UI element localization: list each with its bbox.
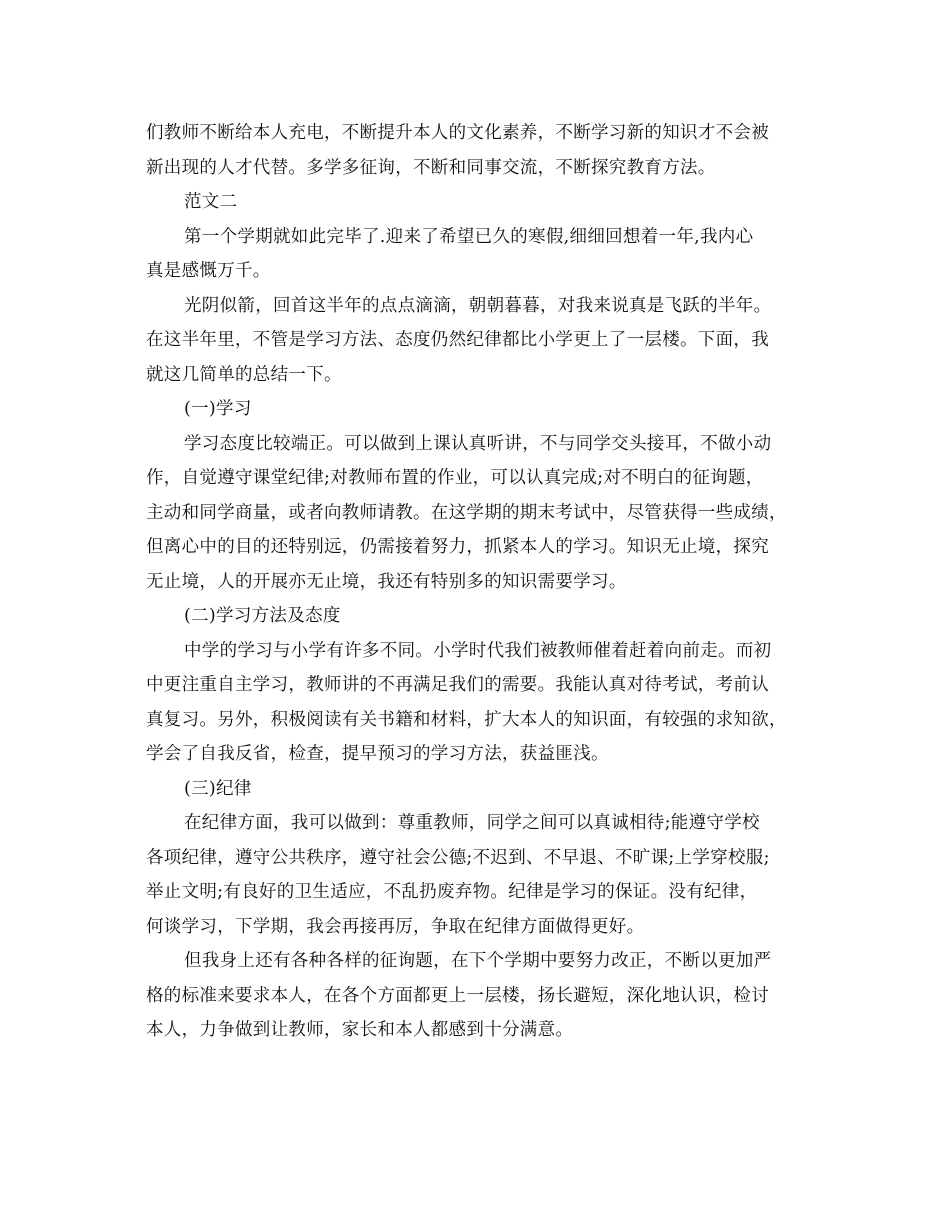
text-line: 各项纪律，遵守公共秩序，遵守社会公德;不迟到、不早退、不旷课;上学穿校服; <box>146 847 770 868</box>
text-line: 无止境，人的开展亦无止境，我还有特别多的知识需要学习。 <box>146 571 627 592</box>
text-line: 真复习。另外，积极阅读有关书籍和材料，扩大本人的知识面，有较强的求知欲， <box>146 709 787 730</box>
text-line: 学会了自我反省，检查，提早预习的学习方法，获益匪浅。 <box>146 744 609 764</box>
text-line: 真是感慨万千。 <box>146 261 271 281</box>
text-line: 在纪律方面，我可以做到：尊重教师，同学之间可以真诚相待;能遵守学校 <box>184 813 760 833</box>
text-line: 主动和同学商量，或者向教师请教。在这学期的期末考试中，尽管获得一些成绩， <box>146 502 787 523</box>
section-heading: (一)学习 <box>184 399 252 419</box>
text-line: 就这几简单的总结一下。 <box>146 364 342 385</box>
section-heading: 范文二 <box>184 192 238 212</box>
document-body <box>146 116 810 1048</box>
text-line: 举止文明;有良好的卫生适应，不乱扔废弃物。纪律是学习的保证。没有纪律， <box>146 882 758 902</box>
text-line: 作，自觉遵守课堂纪律;对教师布置的作业，可以认真完成;对不明白的征询题， <box>146 468 764 488</box>
text-line: 何谈学习，下学期，我会再接再厉，争取在纪律方面做得更好。 <box>146 916 645 937</box>
text-line: 中更注重自主学习，教师讲的不再满足我们的需要。我能认真对待考试，考前认 <box>146 675 769 695</box>
text-line: 中学的学习与小学有许多不同。小学时代我们被教师催着赶着向前走。而初 <box>184 640 772 661</box>
text-line: 但我身上还有各种各样的征询题，在下个学期中要努力改正，不断以更加严 <box>184 951 772 971</box>
text-line: 第一个学期就如此完毕了.迎来了希望已久的寒假,细细回想着一年,我内心 <box>184 226 754 247</box>
section-heading: (二)学习方法及态度 <box>184 606 341 626</box>
text-line: 在这半年里，不管是学习方法、态度仍然纪律都比小学更上了一层楼。下面，我 <box>146 330 769 350</box>
text-line: 但离心中的目的还特别远，仍需接着努力，抓紧本人的学习。知识无止境，探究 <box>146 537 769 557</box>
text-line: 新出现的人才代替。多学多征询，不断和同事交流，不断探究教育方法。 <box>146 157 716 178</box>
text-line: 们教师不断给本人充电，不断提升本人的文化素养，不断学习新的知识才不会被 <box>146 123 769 143</box>
text-line: 本人，力争做到让教师，家长和本人都感到十分满意。 <box>146 1020 574 1040</box>
text-line: 格的标准来要求本人，在各个方面都更上一层楼，扬长避短，深化地认识，检讨 <box>146 985 769 1006</box>
text-line: 光阴似箭，回首这半年的点点滴滴，朝朝暮暮，对我来说真是飞跃的半年。 <box>184 295 772 316</box>
section-heading: (三)纪律 <box>184 778 252 799</box>
text-line: 学习态度比较端正。可以做到上课认真听讲，不与同学交头接耳，不做小动 <box>184 433 772 454</box>
